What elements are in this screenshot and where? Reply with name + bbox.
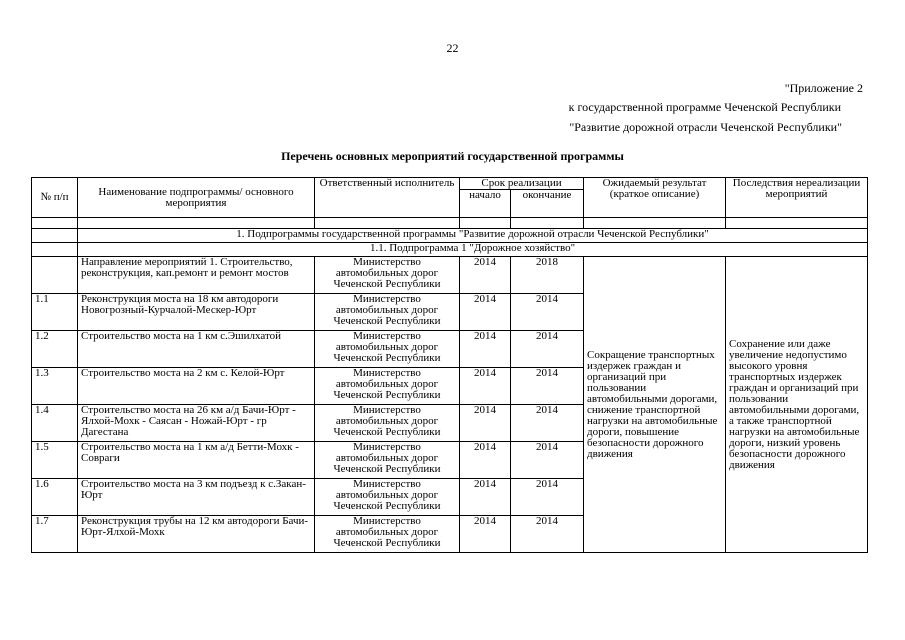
empty-cell [584,218,726,229]
row-name: Строительство моста на 1 км а/д Бетти-Мохк - Совраги [78,442,315,479]
row-start: 2014 [460,405,511,442]
row-executor: Министерство автомобильных дорог Чеченской Республики [315,442,460,479]
row-name: Строительство моста на 26 км а/д Бачи-Юрт - Ялхой-Мохк - Саясан - Ножай-Юрт - гр Дагестана [78,405,315,442]
appendix-line-2: к государственной программе Чеченской Республики [568,100,841,114]
empty-cell [460,218,511,229]
row-start: 2014 [460,479,511,516]
row-name: Реконструкция трубы на 12 км автодороги Бачи-Юрт-Ялхой-Мохк [78,516,315,553]
appendix-line-3: "Развитие дорожной отрасли Чеченской Республики" [569,120,842,134]
row-executor: Министерство автомобильных дорог Чеченской Республики [315,331,460,368]
header-period: Срок реализации [460,178,584,190]
row-num: 1.6 [32,479,78,516]
row-name: Строительство моста на 3 км подъезд к с.Закан-Юрт [78,479,315,516]
row-name: Строительство моста на 2 км с. Келой-Юрт [78,368,315,405]
section-heading-1: 1. Подпрограммы государственной программы "Развитие дорожной отрасли Чеченской Республики" [78,229,868,243]
row-num [32,257,78,294]
document-title: Перечень основных мероприятий государственной программы [281,149,624,163]
table-row [32,257,868,294]
row-num: 1.4 [32,405,78,442]
row-executor: Министерство автомобильных дорог Чеченской Республики [315,405,460,442]
expected-result: Сокращение транспортных издержек граждан и организаций при пользовании автомобильными дорогами, снижение транспортной нагрузки на автомобильные дороги, повышение безопасности дорожного движения [584,257,726,553]
empty-cell [78,218,315,229]
row-end: 2018 [511,257,584,294]
empty-cell [511,218,584,229]
row-name: Направление мероприятий 1. Строительство, реконструкция, кап.ремонт и ремонт мостов [78,257,315,294]
row-num: 1.3 [32,368,78,405]
row-executor: Министерство автомобильных дорог Чеченской Республики [315,294,460,331]
header-result: Ожидаемый результат (краткое описание) [584,178,726,218]
row-end: 2014 [511,442,584,479]
empty-cell [315,218,460,229]
row-name: Строительство моста на 1 км с.Эшилхатой [78,331,315,368]
row-start: 2014 [460,257,511,294]
row-num: 1.1 [32,294,78,331]
page-number: 22 [446,41,459,55]
activities-table [31,177,868,553]
row-start: 2014 [460,442,511,479]
row-start: 2014 [460,294,511,331]
row-executor: Министерство автомобильных дорог Чеченской Республики [315,368,460,405]
row-end: 2014 [511,516,584,553]
header-executor: Ответственный исполнитель [315,178,460,218]
empty-cell [32,229,78,243]
header-start: начало [460,190,511,218]
row-start: 2014 [460,368,511,405]
header-consequences: Последствия нереализации мероприятий [726,178,868,218]
header-name: Наименование подпрограммы/ основного мероприятия [78,178,315,218]
row-end: 2014 [511,294,584,331]
consequences: Сохранение или даже увеличение недопустимо высокого уровня транспортных издержек граждан и организаций при пользовании автомобильными дорогами, а также транспортной нагрузки на автомобильные дороги, низкий уровень безопасности дорожного движения [726,257,868,553]
row-executor: Министерство автомобильных дорог Чеченской Республики [315,479,460,516]
header-num: № п/п [32,178,78,218]
row-name: Реконструкция моста на 18 км автодороги Новогрозный-Курчалой-Мескер-Юрт [78,294,315,331]
row-end: 2014 [511,405,584,442]
empty-cell [726,218,868,229]
row-num: 1.2 [32,331,78,368]
row-num: 1.7 [32,516,78,553]
row-end: 2014 [511,331,584,368]
row-num: 1.5 [32,442,78,479]
row-executor: Министерство автомобильных дорог Чеченской Республики [315,257,460,294]
section-heading-1-1: 1.1. Подпрограмма 1 "Дорожное хозяйство" [78,243,868,257]
header-end: окончание [511,190,584,218]
row-start: 2014 [460,331,511,368]
empty-cell [32,243,78,257]
row-executor: Министерство автомобильных дорог Чеченской Республики [315,516,460,553]
row-end: 2014 [511,368,584,405]
appendix-line-1: "Приложение 2 [784,81,863,95]
row-start: 2014 [460,516,511,553]
empty-cell [32,218,78,229]
row-end: 2014 [511,479,584,516]
